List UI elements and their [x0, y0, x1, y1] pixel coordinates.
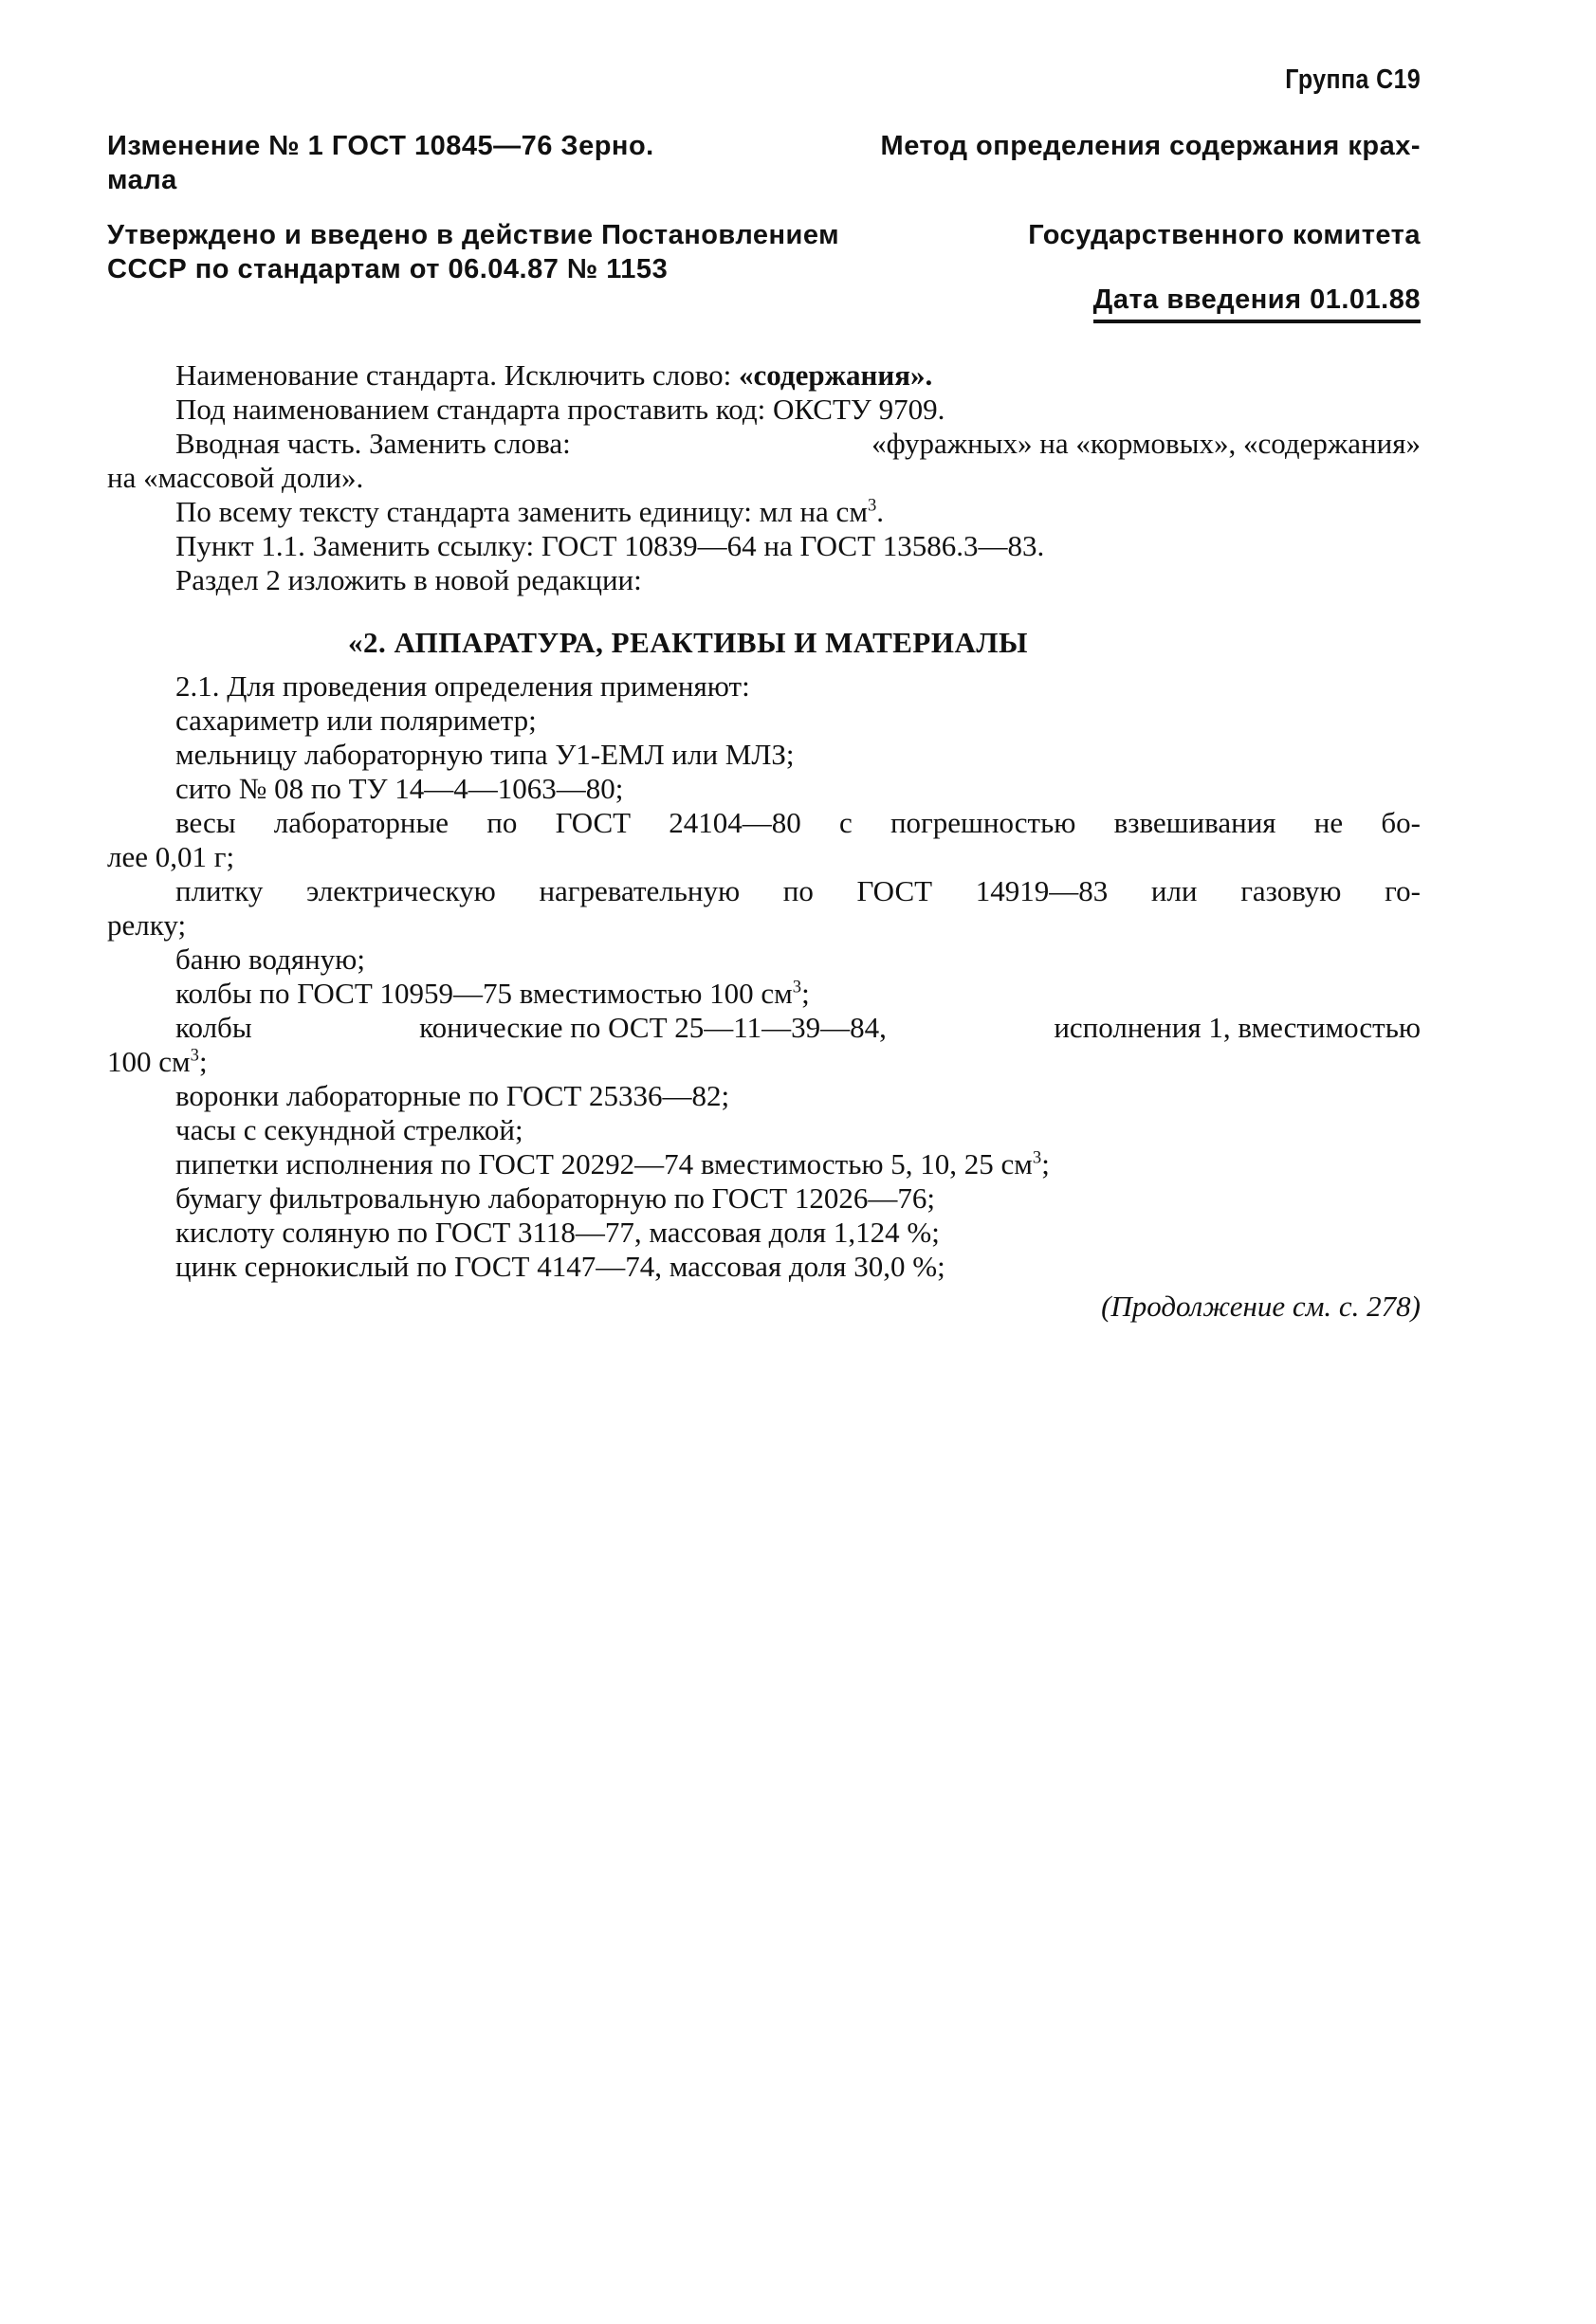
amendment-item: Пункт 1.1. Заменить ссылку: ГОСТ 10839—64 на ГОСТ 13586.3—83. [175, 529, 1045, 562]
amendment-item-continuation: на «массовой доли». [107, 461, 364, 494]
section-intro: 2.1. Для проведения определения применяют: [175, 669, 750, 703]
amendment-title-part-2: Метод определения содержания крах- [880, 131, 1421, 161]
list-item: баню водяную; [175, 942, 365, 976]
title-block [107, 129, 1421, 286]
list-item: сахариметр или поляриметр; [175, 704, 537, 737]
list-item: весы лабораторные по ГОСТ 24104—80 с погрешностью взвешивания не бо- [175, 806, 1421, 839]
section-heading: «2. АППАРАТУРА, РЕАКТИВЫ И МАТЕРИАЛЫ [348, 626, 1028, 659]
amendment-item: Наименование стандарта. Исключить слово: «содержания». [175, 358, 933, 392]
list-item: часы с секундной стрелкой; [175, 1113, 523, 1146]
continuation-note: (Продолжение см. с. 278) [1101, 1290, 1421, 1323]
amendment-item: Раздел 2 изложить в новой редакции: [175, 563, 642, 596]
effective-date: Дата введения 01.01.88 [1092, 284, 1421, 315]
list-item: мельницу лабораторную типа У1-ЕМЛ или МЛЗ; [175, 738, 795, 771]
group-label: Группа С19 [1285, 64, 1421, 95]
approval-line-2: СССР по стандартам от 06.04.87 № 1153 [107, 254, 669, 284]
approval-part-1: Утверждено и введено в действие Постановлением [107, 220, 840, 250]
list-item-continuation: лее 0,01 г; [107, 840, 235, 873]
list-item-continuation: релку; [107, 908, 187, 942]
amendment-item: Вводная часть. Заменить слова: «фуражных» на «кормовых», «содержания» [175, 427, 1421, 460]
amendment-title-part-1: Изменение № 1 ГОСТ 10845—76 Зерно. [107, 131, 654, 161]
amendment-title-line-2: мала [107, 165, 177, 195]
effective-date-underline [1093, 320, 1421, 323]
list-item: колбы конические по ОСТ 25—11—39—84, исполнения 1, вместимостью [175, 1011, 1421, 1044]
list-item: воронки лабораторные по ГОСТ 25336—82; [175, 1079, 730, 1112]
list-item: цинк сернокислый по ГОСТ 4147—74, массовая доля 30,0 %; [175, 1250, 945, 1283]
list-item: пипетки исполнения по ГОСТ 20292—74 вместимостью 5, 10, 25 $см^3$; [175, 1147, 1050, 1180]
list-item: колбы по ГОСТ 10959—75 вместимостью 100 $см^3$; [175, 977, 810, 1010]
amendment-item: Под наименованием стандарта проставить код: ОКСТУ 9709. [175, 393, 945, 426]
list-item: сито № 08 по ТУ 14—4—1063—80; [175, 772, 624, 805]
amendment-item: По всему тексту стандарта заменить единицу: мл на $см^3$. [175, 495, 884, 528]
list-item-continuation: 100 $см^3$; [107, 1045, 208, 1078]
list-item: кислоту соляную по ГОСТ 3118—77, массовая доля 1,124 %; [175, 1216, 940, 1249]
effective-date-block [1093, 284, 1421, 323]
list-item: бумагу фильтровальную лабораторную по ГОСТ 12026—76; [175, 1181, 936, 1215]
list-item: плитку электрическую нагревательную по ГОСТ 14919—83 или газовую го- [175, 874, 1421, 907]
approval-line-1 [107, 218, 1421, 252]
amendment-title-line-1 [107, 129, 1421, 163]
approval-part-2: Государственного комитета [1028, 220, 1421, 250]
